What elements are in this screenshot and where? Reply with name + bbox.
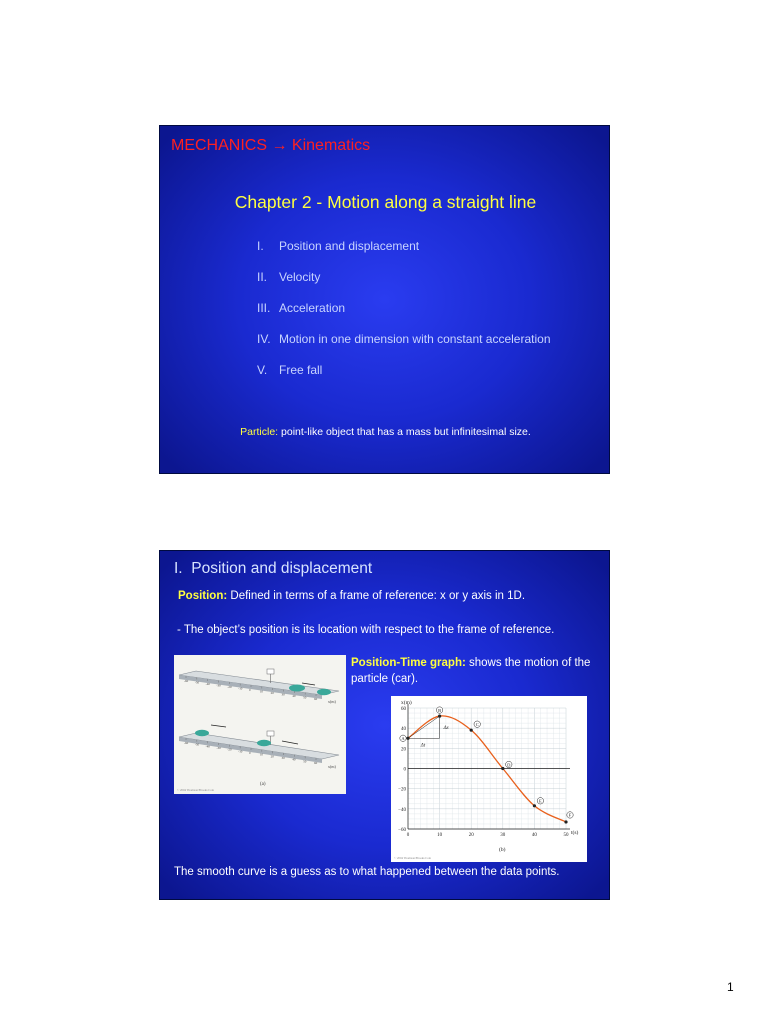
road-tick-label: 10 [259,752,264,757]
section-title: Position and displacement [191,560,373,577]
point-label: C [475,721,479,727]
arrow-icon: → [271,137,288,154]
toc-number: V. [257,363,268,377]
sign-icon [267,669,274,674]
road-tick-label: -30 [216,683,221,688]
slide-chapter-title [159,125,610,474]
position-curve [408,716,566,822]
road-tick-label: 0 [249,688,251,692]
road-figure-svg [174,655,346,794]
slide-title [174,560,372,578]
data-point [406,737,409,740]
road-tick-label: -60 [184,679,189,683]
toc-label: Free fall [279,363,323,377]
data-point [470,729,473,732]
chart-ticks [398,707,569,838]
data-point [438,714,441,717]
y-tick-label: −60 [398,828,406,833]
road-tick-label: 60 [314,697,318,701]
road-tick-label: -50 [194,742,200,747]
point-label: D [507,762,511,768]
road-tick-label: 0 [249,751,251,755]
data-point [501,767,504,770]
x-tick-label: 30 [500,833,506,838]
road-tick-label: 20 [270,691,274,695]
point-label: F [568,812,572,818]
smooth-curve-note: The smooth curve is a guess as to what happened between the data points. [174,866,560,878]
graph-credit: © 2004 Thomson/Brooks Cole [394,856,431,860]
road-figure [174,655,346,794]
car-icon [317,689,331,695]
toc-number: I. [257,239,264,253]
toc-item [257,363,322,377]
y-tick-label: 40 [401,727,406,733]
position-time-chart [391,696,587,862]
road-tick-label: 50 [303,759,307,764]
road-tick-label: -10 [238,686,243,691]
toc-item [257,270,320,284]
figure-caption: (a) [260,782,266,787]
toc-label: Acceleration [279,301,346,315]
figure-credit: © 2004 Thomson/Brooks Cole [177,788,214,792]
x-tick-label: 20 [468,833,474,838]
toc-item [257,301,345,315]
road-tick-label: -40 [205,682,210,686]
ptg-text: shows the motion of the particle (car). [351,657,591,685]
position-definition [178,590,525,602]
y-tick-label: −40 [398,807,406,813]
delta-x-label: Δx [443,726,449,732]
axis-unit: x(m) [328,764,336,769]
position-term: Position: [178,590,228,602]
toc-label: Motion in one dimension with constant acceleration [279,332,551,346]
point-label: E [539,798,542,804]
particle-term: Particle: [240,426,279,438]
point-label: A [401,736,405,742]
chapter-title: Chapter 2 - Motion along a straight line [234,192,537,212]
road-tick-label: 50 [303,695,307,700]
toc-number: II. [257,270,268,284]
toc-label: Velocity [279,270,321,284]
motion-arrow [211,725,226,727]
x-tick-label: 40 [531,833,537,838]
slide-position-displacement [159,550,610,900]
x-tick-label: 0 [406,833,410,838]
delta-t-label: Δt [420,743,426,749]
road-tick-label: -50 [194,680,200,685]
toc-number: IV. [257,332,271,346]
header-sub: Kinematics [291,137,371,154]
page-number: 1 [727,980,734,994]
road-tick-label: -30 [216,746,221,750]
car-icon [289,685,305,692]
car-icon [257,740,271,746]
road-tick-label: -60 [184,741,189,745]
motion-arrow [282,741,298,744]
motion-arrow [302,683,315,685]
road-tick-label: 20 [270,754,274,759]
particle-text: point-like object that has a mass but infinitesimal size. [278,426,531,438]
ptg-term: Position-Time graph: [351,657,466,669]
slide-header [171,137,370,155]
particle-definition [160,426,610,438]
x-tick-label: 10 [437,833,443,838]
section-number: I. [174,560,183,577]
y-tick-label: 0 [403,767,406,773]
road-tick-label: 30 [281,692,285,697]
sign-icon [267,731,274,736]
road-tick-label: 40 [292,694,296,698]
point-label: B [438,707,442,713]
object-position-note: - The object’s position is its location with respect to the frame of reference. [177,624,555,636]
road-tick-label: -10 [238,749,243,754]
road-tick-label: -20 [227,685,232,689]
graph-caption: (b) [499,847,506,853]
road-tick-label: 40 [292,757,296,762]
secant-line [408,716,440,738]
y-tick-label: 60 [401,707,406,712]
toc-label: Position and displacement [279,239,420,253]
chart-axes [408,704,570,829]
position-time-graph-description [351,655,603,687]
road-tick-label: 60 [314,761,318,765]
y-tick-label: 20 [401,747,406,753]
toc-item [257,332,551,346]
x-tick-label: 50 [563,833,569,838]
y-tick-label: −20 [398,787,406,793]
toc-number: III. [257,301,271,315]
road-tick-label: -40 [205,744,210,749]
data-point [533,804,536,807]
position-text: Defined in terms of a frame of reference: x or y axis in 1D. [227,590,526,602]
data-point [564,820,567,823]
toc-item [257,239,419,253]
road-tick-label: -20 [227,747,232,752]
axis-unit: x(m) [328,699,336,704]
road-tick-label: 10 [259,689,264,694]
x-axis-label: t(s) [571,830,579,836]
road-tick-label: 30 [281,756,285,760]
y-axis-label: x(m) [401,700,412,706]
header-main: MECHANICS [171,137,268,154]
position-time-graph [391,696,587,862]
car-icon [195,730,209,736]
